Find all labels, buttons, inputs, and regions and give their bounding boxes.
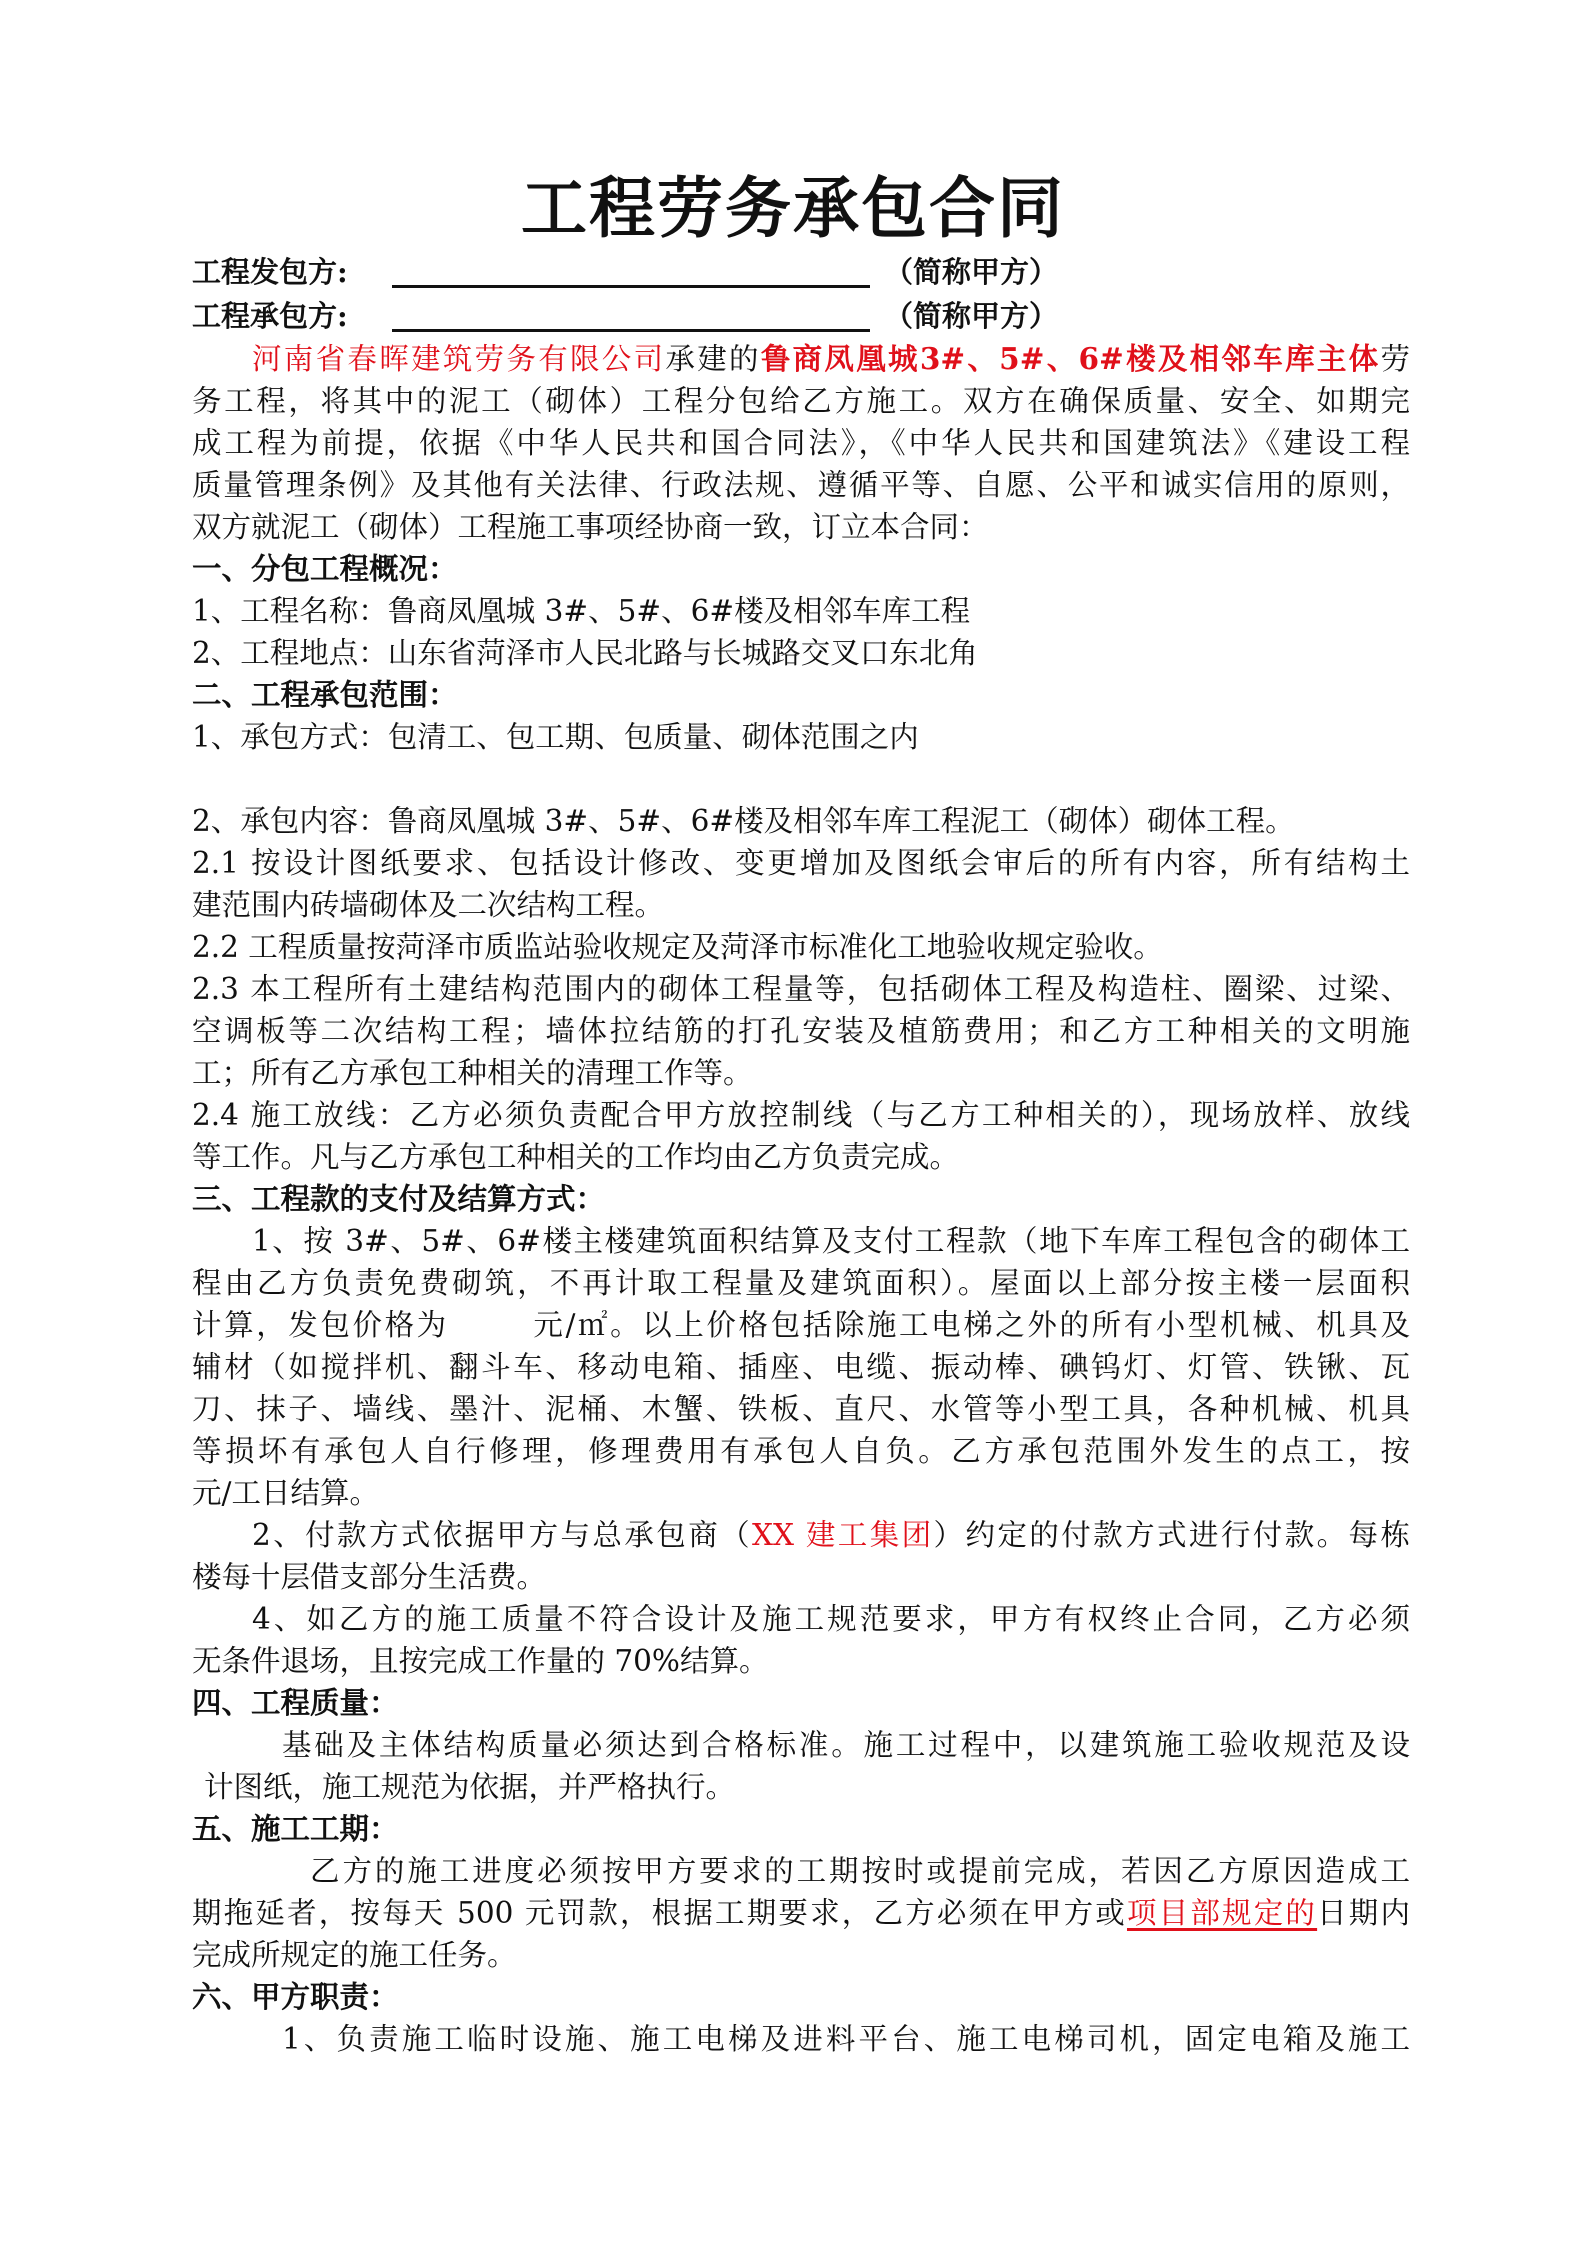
schedule-text: 日期内 <box>1317 1896 1410 1930</box>
schedule-line-3: 完成所规定的施工任务。 <box>192 1938 517 1972</box>
quality-line-1: 基础及主体结构质量必须达到合格标准。施工过程中，以建筑施工验收规范及设 <box>282 1728 1410 1762</box>
clause-2-1-line-2: 建范围内砖墙砌体及二次结构工程。 <box>192 888 665 922</box>
clause-2-4-line-1: 2.4 施工放线：乙方必须负责配合甲方放控制线（与乙方工种相关的），现场放样、放线 <box>192 1098 1410 1132</box>
intro-line-1 <box>192 338 1410 380</box>
project-location-item: 2、工程地点：山东省菏泽市人民北路与长城路交叉口东北角 <box>192 636 978 670</box>
payment-clause-1-line-6: 等损坏有承包人自行修理，修理费用有承包人自负。乙方承包范围外发生的点工，按 <box>192 1434 1410 1468</box>
price-label: 计算，发包价格为 <box>192 1308 449 1342</box>
payment-clause-1-line-2: 程由乙方负责免费砌筑，不再计取工程量及建筑面积）。屋面以上部分按主楼一层面积 <box>192 1266 1410 1300</box>
intro-line-2: 务工程，将其中的泥工（砌体）工程分包给乙方施工。双方在确保质量、安全、如期完 <box>192 384 1410 418</box>
schedule-line-1: 乙方的施工进度必须按甲方要求的工期按时或提前完成，若因乙方原因造成工 <box>310 1854 1410 1888</box>
section-1-heading: 一、分包工程概况： <box>192 551 458 586</box>
contract-content-item: 2、承包内容：鲁商凤凰城 3#、5#、6#楼及相邻车库工程泥工（砌体）砌体工程。 <box>192 804 1295 838</box>
section-3-heading: 三、工程款的支付及结算方式： <box>192 1181 606 1216</box>
payment-clause-1-line-5: 刀、抹子、墙线、墨汁、泥桶、木蟹、铁板、直尺、水管等小型工具，各种机械、机具 <box>192 1392 1410 1426</box>
contract-body <box>192 338 1410 2060</box>
payment-clause-2-text: ）约定的付款方式进行付款。每栋 <box>933 1518 1410 1552</box>
payment-clause-1-line-1: 1、按 3#、5#、6#楼主楼建筑面积结算及支付工程款（地下车库工程包含的砌体工 <box>252 1224 1410 1258</box>
payment-clause-1-line-3 <box>192 1304 1410 1346</box>
payment-clause-2-line-2: 楼每十层借支部分生活费。 <box>192 1560 547 1594</box>
contract-method-item: 1、承包方式：包清工、包工期、包质量、砌体范围之内 <box>192 720 919 754</box>
document-title: 工程劳务承包合同 <box>521 169 1065 247</box>
party-a-abbr: （简称甲方） <box>884 255 1059 289</box>
payment-clause-4-line-2: 无条件退场，且按完成工作量的 70%结算。 <box>192 1644 769 1678</box>
party-b-abbr: （简称甲方） <box>884 299 1059 333</box>
blank-line <box>192 758 1410 800</box>
party-a-duty-line-1: 1、负责施工临时设施、施工电梯及进料平台、施工电梯司机，固定电箱及施工 <box>282 2022 1410 2056</box>
party-b-row <box>192 296 1058 336</box>
payment-clause-1-line-4: 辅材（如搅拌机、翻斗车、移动电箱、插座、电缆、振动棒、碘钨灯、灯管、铁锹、瓦 <box>192 1350 1410 1384</box>
project-name-highlight: 鲁商凤凰城3#、5#、6#楼及相邻车库主体 <box>760 341 1381 376</box>
general-contractor-name: XX 建工集团 <box>752 1518 934 1552</box>
party-a-row <box>192 252 1058 292</box>
schedule-text: 期拖延者，按每天 500 元罚款，根据工期要求，乙方必须在甲方或 <box>192 1896 1127 1930</box>
payment-clause-2-text: 2、付款方式依据甲方与总承包商（ <box>252 1518 753 1552</box>
schedule-line-2 <box>192 1892 1410 1934</box>
payment-clause-4-line-1: 4、如乙方的施工质量不符合设计及施工规范要求，甲方有权终止合同，乙方必须 <box>252 1602 1410 1636</box>
intro-text: 劳 <box>1380 342 1410 376</box>
clause-2-3-line-3: 工；所有乙方承包工种相关的清理工作等。 <box>192 1056 753 1090</box>
clause-2-4-line-2: 等工作。凡与乙方承包工种相关的工作均由乙方负责完成。 <box>192 1140 960 1174</box>
party-b-label: 工程承包方: <box>192 299 348 333</box>
section-6-heading: 六、甲方职责： <box>192 1979 399 2014</box>
intro-line-5: 双方就泥工（砌体）工程施工事项经协商一致，订立本合同： <box>192 510 989 544</box>
section-2-heading: 二、工程承包范围： <box>192 677 458 712</box>
section-5-heading: 五、施工工期： <box>192 1811 399 1846</box>
clause-2-2: 2.2 工程质量按菏泽市质监站验收规定及菏泽市标准化工地验收规定验收。 <box>192 930 1163 964</box>
price-unit-text: 元/㎡。以上价格包括除施工电梯之外的所有小型机械、机具及 <box>530 1308 1410 1342</box>
clause-2-3-line-1: 2.3 本工程所有土建结构范围内的砌体工程量等，包括砌体工程及构造柱、圈梁、过梁、 <box>192 972 1410 1006</box>
intro-text: 承建的 <box>665 342 761 376</box>
clause-2-3-line-2: 空调板等二次结构工程；墙体拉结筋的打孔安装及植筋费用；和乙方工种相关的文明施 <box>192 1014 1410 1048</box>
project-name-item: 1、工程名称：鲁商凤凰城 3#、5#、6#楼及相邻车库工程 <box>192 594 971 628</box>
party-a-label: 工程发包方: <box>192 255 348 289</box>
project-dept-highlight: 项目部规定的 <box>1126 1896 1318 1930</box>
payment-clause-1-line-7: 元/工日结算。 <box>192 1476 379 1510</box>
party-a-blank-field[interactable] <box>392 257 870 288</box>
section-4-heading: 四、工程质量： <box>192 1685 399 1720</box>
intro-line-3: 成工程为前提，依据《中华人民共和国合同法》，《中华人民共和国建筑法》《建设工程 <box>192 426 1410 460</box>
payment-clause-2-line-1 <box>192 1514 1410 1556</box>
party-b-blank-field[interactable] <box>392 301 870 332</box>
contractor-company-name: 河南省春晖建筑劳务有限公司 <box>252 342 666 376</box>
intro-line-4: 质量管理条例》及其他有关法律、行政法规、遵循平等、自愿、公平和诚实信用的原则， <box>192 468 1410 502</box>
clause-2-1-line-1: 2.1 按设计图纸要求、包括设计修改、变更增加及图纸会审后的所有内容，所有结构土 <box>192 846 1410 880</box>
quality-line-2: 计图纸，施工规范为依据，并严格执行。 <box>204 1770 736 1804</box>
